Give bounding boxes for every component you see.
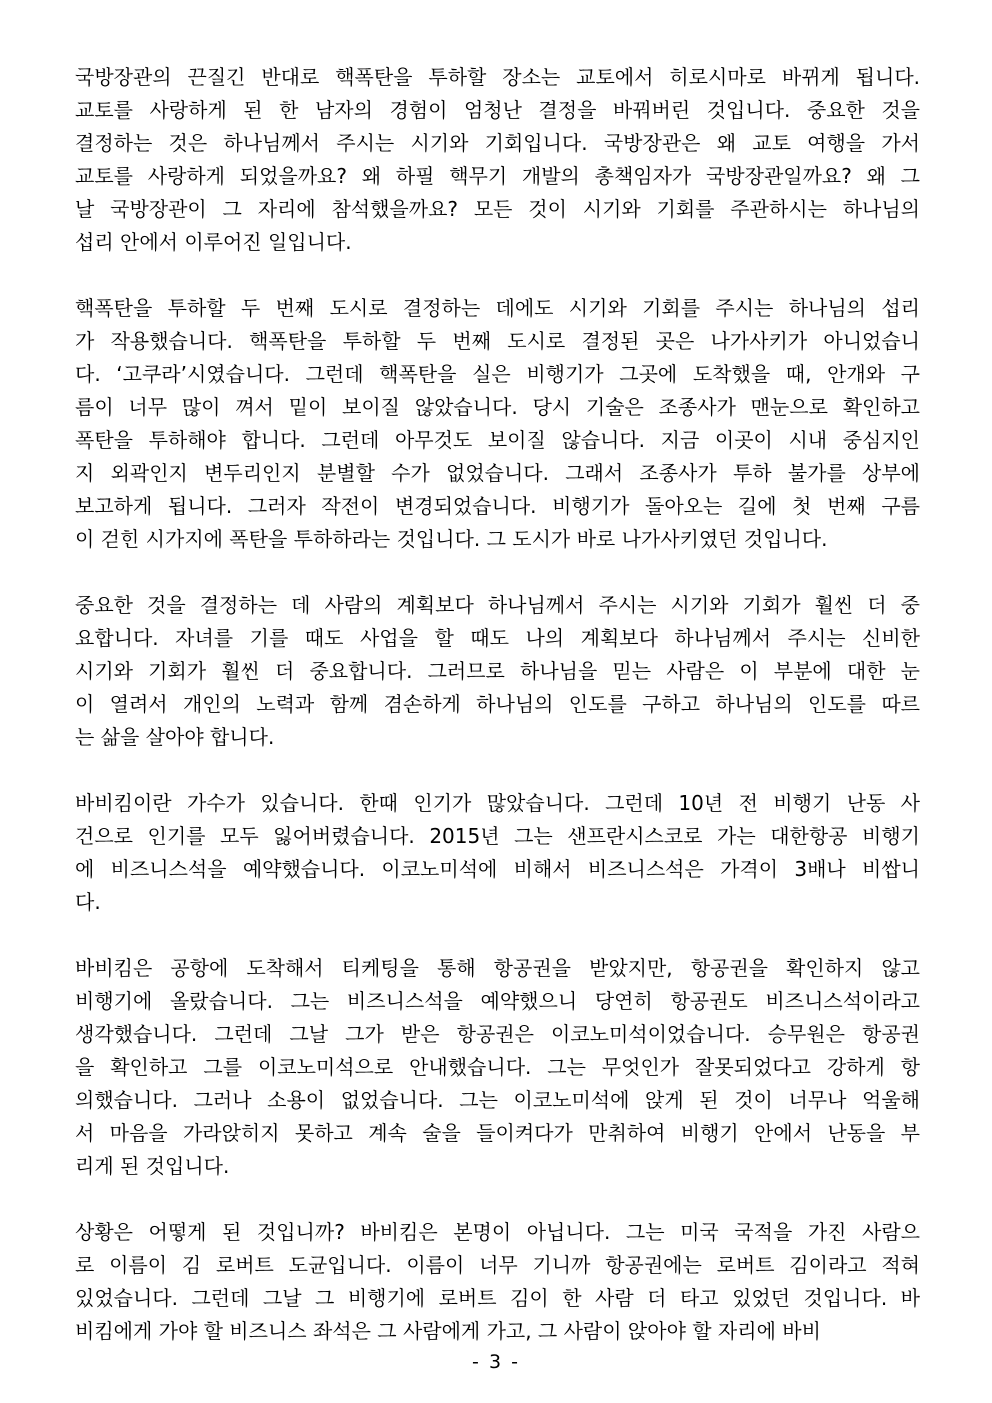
text-line: 섭리 안에서 이루어진 일입니다. [75,230,352,254]
text-line: 로 이름이 김 로버트 도균입니다. 이름이 너무 기니까 항공권에는 로버트 김이라고 적혀 [75,1253,920,1277]
paragraph [75,292,920,556]
text-line: 비행기에 올랐습니다. 그는 비즈니스석을 예약했으니 당연히 항공권도 비즈니스석이라고 [75,989,920,1013]
text-line: 결정하는 것은 하나님께서 주시는 시기와 기회입니다. 국방장관은 왜 교토 여행을 가서 [75,131,920,155]
text-line: 가 작용했습니다. 핵폭탄을 투하할 두 번째 도시로 결정된 곳은 나가사키가 아니었습니 [75,329,920,353]
text-line: 바비킴이란 가수가 있습니다. 한때 인기가 많았습니다. 그런데 10년 전 비행기 난동 사 [75,791,920,815]
text-line: 요합니다. 자녀를 기를 때도 사업을 할 때도 나의 계획보다 하나님께서 주시는 신비한 [75,626,920,650]
text-line: 날 국방장관이 그 자리에 참석했을까요? 모든 것이 시기와 기회를 주관하시는 하나님의 [75,197,920,221]
text-line: 있었습니다. 그런데 그날 그 비행기에 로버트 김이 한 사람 더 타고 있었던 것입니다. 바 [75,1286,920,1310]
text-line: 바비킴은 공항에 도착해서 티케팅을 통해 항공권을 받았지만, 항공권을 확인하지 않고 [75,956,920,980]
text-line: 상황은 어떻게 된 것입니까? 바비킴은 본명이 아닙니다. 그는 미국 국적을 가진 사람으 [75,1220,920,1244]
text-line: 서 마음을 가라앉히지 못하고 계속 술을 들이켜다가 만취하여 비행기 안에서 난동을 부 [75,1121,920,1145]
text-line: 폭탄을 투하해야 합니다. 그런데 아무것도 보이질 않습니다. 지금 이곳이 시내 중심지인 [75,428,920,452]
text-line: 름이 너무 많이 껴서 밑이 보이질 않았습니다. 당시 기술은 조종사가 맨눈으로 확인하고 [75,395,920,419]
text-line: 핵폭탄을 투하할 두 번째 도시로 결정하는 데에도 시기와 기회를 주시는 하나님의 섭리 [75,296,920,320]
text-line: 건으로 인기를 모두 잃어버렸습니다. 2015년 그는 샌프란시스코로 가는 대한항공 비행기 [75,824,920,848]
text-line: 는 삶을 살아야 합니다. [75,725,275,749]
text-line: 교토를 사랑하게 된 한 남자의 경험이 엄청난 결정을 바꿔버린 것입니다. 중요한 것을 [75,98,920,122]
text-line: 생각했습니다. 그런데 그날 그가 받은 항공권은 이코노미석이었습니다. 승무원은 항공권 [75,1022,920,1046]
text-line: 리게 된 것입니다. [75,1154,230,1178]
text-line: 중요한 것을 결정하는 데 사람의 계획보다 하나님께서 주시는 시기와 기회가 훨씬 더 중 [75,593,920,617]
text-line: 교토를 사랑하게 되었을까요? 왜 하필 핵무기 개발의 총책임자가 국방장관일까요? 왜 그 [75,164,920,188]
document-body [75,61,920,1381]
text-line: 지 외곽인지 변두리인지 분별할 수가 없었습니다. 그래서 조종사가 투하 불가를 상부에 [75,461,920,485]
page-number: - 3 - [472,1351,520,1373]
text-line: 이 걷힌 시가지에 폭탄을 투하하라는 것입니다. 그 도시가 바로 나가사키였던 것입니다. [75,527,828,551]
text-line: 보고하게 됩니다. 그러자 작전이 변경되었습니다. 비행기가 돌아오는 길에 첫 번째 구름 [75,494,920,518]
paragraph [75,61,920,259]
text-line: 이 열려서 개인의 노력과 함께 겸손하게 하나님의 인도를 구하고 하나님의 인도를 따르 [75,692,920,716]
paragraph [75,787,920,919]
text-line: 다. ‘고쿠라’시였습니다. 그런데 핵폭탄을 실은 비행기가 그곳에 도착했을 때, 안개와 구 [75,362,920,386]
paragraph [75,589,920,754]
text-line: 다. [75,890,101,914]
text-line: 에 비즈니스석을 예약했습니다. 이코노미석에 비해서 비즈니스석은 가격이 3배나 비쌉니 [75,857,920,881]
text-line: 을 확인하고 그를 이코노미석으로 안내했습니다. 그는 무엇인가 잘못되었다고 강하게 항 [75,1055,920,1079]
text-line: 시기와 기회가 훨씬 더 중요합니다. 그러므로 하나님을 믿는 사람은 이 부분에 대한 눈 [75,659,920,683]
text-line: 국방장관의 끈질긴 반대로 핵폭탄을 투하할 장소는 교토에서 히로시마로 바뀌게 됩니다. [75,65,920,89]
text-line: 의했습니다. 그러나 소용이 없었습니다. 그는 이코노미석에 앉게 된 것이 너무나 억울해 [75,1088,920,1112]
paragraph [75,952,920,1183]
text-line: 비킴에게 가야 할 비즈니스 좌석은 그 사람에게 가고, 그 사람이 앉아야 할 자리에 바비 [75,1319,821,1343]
paragraph [75,1216,920,1348]
